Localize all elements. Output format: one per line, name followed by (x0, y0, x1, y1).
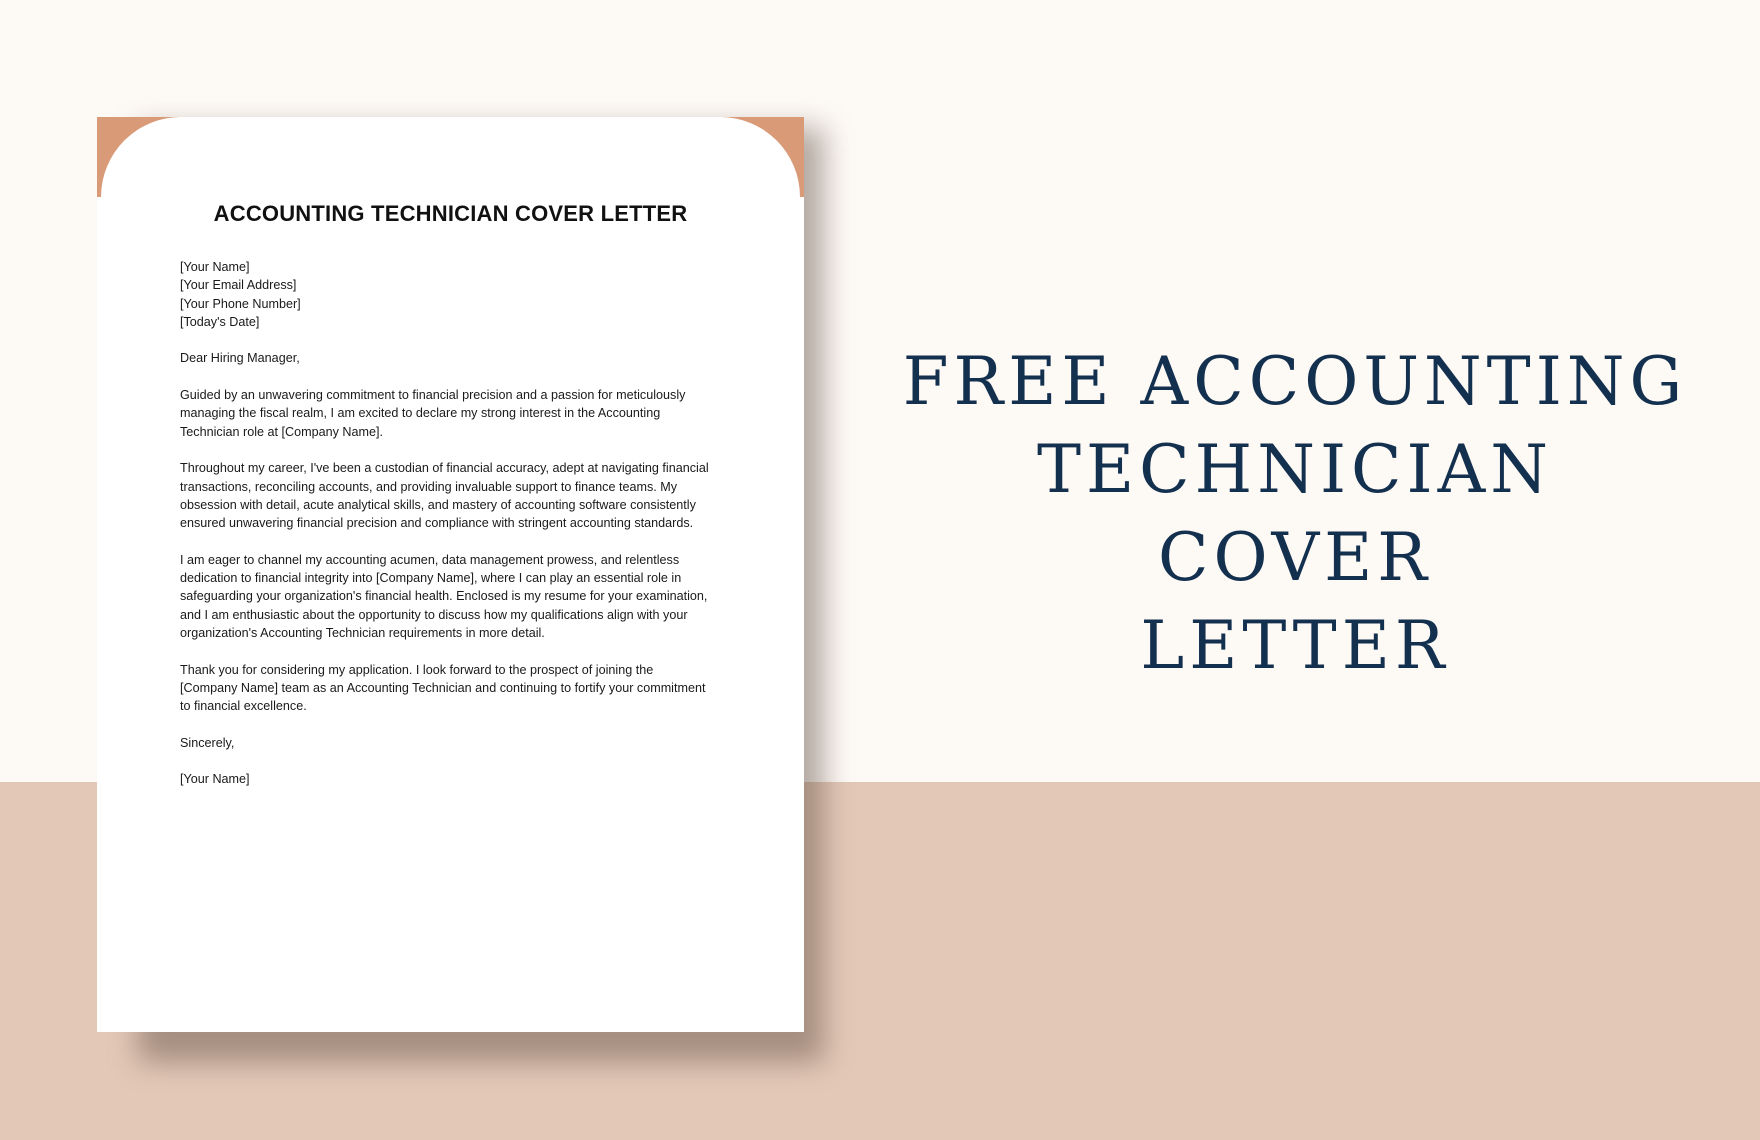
paragraph-line: Guided by an unwavering commitment to financial precision and a passion for meticulously (180, 388, 686, 403)
paragraph-line: safeguarding your organization's financial health. Enclosed is my resume for your examination, (180, 589, 708, 604)
sender-phone: [Your Phone Number] (180, 296, 301, 311)
paragraph-experience (180, 459, 740, 532)
paragraph-line: and I am enthusiastic about the opportunity to discuss how my qualifications align with your (180, 607, 688, 622)
headline-line-1: FREE ACCOUNTING (902, 343, 1688, 420)
paragraph-line: organization's Accounting Technician requirements in more detail. (180, 625, 545, 640)
paragraph-intro (180, 386, 740, 441)
signature (180, 770, 740, 788)
paragraph-line: Thank you for considering my application. I look forward to the prospect of joining the (180, 662, 654, 677)
salutation (180, 349, 740, 367)
salutation-text: Dear Hiring Manager, (180, 351, 300, 366)
paragraph-line: transactions, reconciling accounts, and providing invaluable support to finance teams. My (180, 479, 678, 494)
paragraph-line: to financial excellence. (180, 699, 307, 714)
sender-name: [Your Name] (180, 260, 250, 274)
closing (180, 734, 740, 752)
paragraph-line: ensured unwavering financial precision and compliance with stringent accounting standards. (180, 516, 694, 531)
paragraph-line: I am eager to channel my accounting acumen, data management prowess, and relentless (180, 552, 680, 567)
letter-body (180, 258, 740, 807)
paragraph-line: Throughout my career, I've been a custodian of financial accuracy, adept at navigating financial (180, 461, 709, 476)
paragraph-closing (180, 661, 740, 716)
paragraph-line: managing the fiscal realm, I am excited to declare my strong interest in the Accounting (180, 406, 661, 421)
letter-date: [Today's Date] (180, 314, 260, 329)
paragraph-motivation (180, 551, 740, 642)
sender-email: [Your Email Address] (180, 278, 297, 293)
paragraph-line: [Company Name] team as an Accounting Technician and continuing to fortify your commitment (180, 680, 706, 695)
cover-letter-page (97, 117, 804, 1032)
signature-name: [Your Name] (180, 772, 250, 787)
document-title: ACCOUNTING TECHNICIAN COVER LETTER (213, 201, 688, 226)
paragraph-line: Technician role at [Company Name]. (180, 424, 383, 439)
paragraph-line: obsession with detail, acute analytical skills, and mastery of accounting software consistently (180, 497, 696, 512)
promo-headline (900, 338, 1690, 690)
headline-line-3: LETTER (1140, 607, 1450, 684)
paragraph-line: dedication to financial integrity into [Company Name], where I can play an essential role in (180, 571, 682, 586)
sender-block (180, 258, 740, 331)
closing-text: Sincerely, (180, 735, 235, 750)
headline-line-2: TECHNICIAN COVER (1036, 431, 1554, 596)
